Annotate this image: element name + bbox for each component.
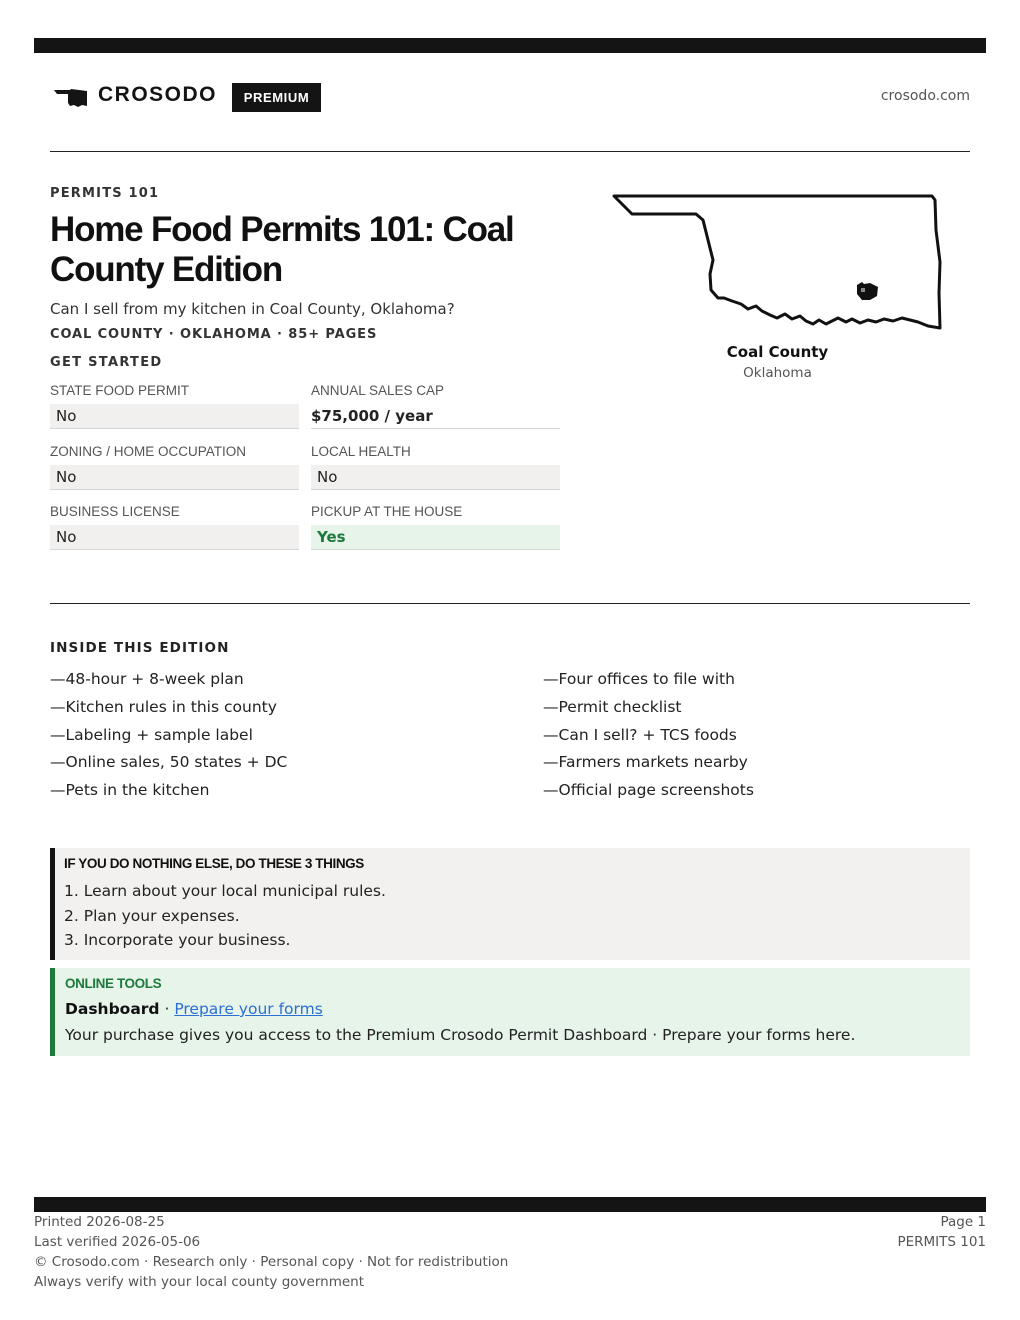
- toc-heading: INSIDE THIS EDITION: [50, 640, 230, 656]
- fact-label: PICKUP AT THE HOUSE: [311, 504, 463, 519]
- callout-item: 1. Learn about your local municipal rules.: [64, 882, 386, 900]
- tools-description: Your purchase gives you access to the Premium Crosodo Permit Dashboard · Prepare your forms here.: [65, 1026, 856, 1044]
- county-location-icon: [857, 282, 878, 300]
- fact-value: No: [311, 465, 560, 490]
- tools-dashboard-line: [65, 1000, 323, 1018]
- callout-title: IF YOU DO NOTHING ELSE, DO THESE 3 THINGS: [64, 856, 364, 871]
- copyright: © Crosodo.com · Research only · Personal copy · Not for redistribution: [34, 1254, 509, 1270]
- fact-label: LOCAL HEALTH: [311, 444, 411, 459]
- toc-list-left: [50, 666, 287, 805]
- toc-item: —Kitchen rules in this county: [50, 697, 277, 716]
- map-state-label: Oklahoma: [743, 365, 812, 381]
- toc-item: —Official page screenshots: [543, 781, 754, 800]
- toc-item: —48-hour + 8-week plan: [50, 670, 244, 688]
- oklahoma-map: [610, 190, 945, 340]
- fact-value: No: [50, 525, 299, 550]
- verified-date: Last verified 2026-05-06: [34, 1234, 201, 1250]
- disclaimer: Always verify with your local county government: [34, 1274, 364, 1290]
- footer-left: [34, 1212, 508, 1292]
- tools-title: ONLINE TOOLS: [65, 976, 162, 991]
- top-bar: [34, 38, 986, 53]
- divider: [50, 151, 970, 152]
- toc-item: —Labeling + sample label: [50, 725, 253, 744]
- fact-value: No: [50, 465, 299, 490]
- brand-header: [50, 82, 970, 112]
- fact-state-food-permit: [50, 382, 299, 429]
- callout-item: 3. Incorporate your business.: [64, 931, 291, 949]
- page-subtitle: Can I sell from my kitchen in Coal County, Oklahoma?: [50, 300, 455, 318]
- oklahoma-state-icon: [54, 88, 88, 108]
- toc-item: —Four offices to file with: [543, 670, 735, 688]
- brand-name[interactable]: CROSODO: [98, 83, 218, 106]
- toc-item: —Can I sell? + TCS foods: [543, 725, 737, 744]
- fact-business-license: [50, 503, 299, 550]
- toc-list-right: [543, 666, 754, 805]
- separator: ·: [159, 1000, 175, 1018]
- fact-label: STATE FOOD PERMIT: [50, 383, 190, 398]
- toc-item: —Permit checklist: [543, 697, 682, 716]
- fact-label: ZONING / HOME OCCUPATION: [50, 444, 247, 459]
- footer-right: [897, 1212, 986, 1252]
- eyebrow-label: PERMITS 101: [50, 186, 160, 201]
- section-heading: GET STARTED: [50, 355, 163, 370]
- fact-label: ANNUAL SALES CAP: [311, 383, 445, 398]
- state-outline: [614, 196, 940, 328]
- site-url[interactable]: crosodo.com: [880, 88, 970, 104]
- fact-label: BUSINESS LICENSE: [50, 504, 180, 519]
- page-number: Page 1: [940, 1214, 986, 1230]
- fact-value: $75,000 / year: [311, 404, 560, 429]
- fact-value: Yes: [311, 525, 560, 550]
- fact-pickup: [311, 503, 560, 550]
- fact-annual-sales-cap: [311, 382, 560, 429]
- map-county-label: Coal County: [726, 343, 829, 361]
- footer-section: PERMITS 101: [897, 1234, 986, 1250]
- callout-item: 2. Plan your expenses.: [64, 906, 240, 925]
- fact-zoning: [50, 443, 299, 490]
- toc-item: —Farmers markets nearby: [543, 753, 748, 772]
- edition-meta: COAL COUNTY · OKLAHOMA · 85+ PAGES: [50, 327, 378, 342]
- divider: [50, 603, 970, 604]
- dashboard-label: Dashboard: [65, 1000, 160, 1018]
- prepare-forms-link[interactable]: Prepare your forms: [174, 1000, 323, 1018]
- toc-item: —Pets in the kitchen: [50, 781, 210, 800]
- online-tools-callout: [50, 968, 970, 1056]
- premium-badge: PREMIUM: [232, 83, 321, 112]
- page-title: Home Food Permits 101: Coal County Edition: [50, 210, 514, 289]
- fact-local-health: [311, 443, 560, 490]
- toc-item: —Online sales, 50 states + DC: [50, 753, 288, 772]
- bottom-bar: [34, 1197, 986, 1212]
- priority-callout: [50, 848, 970, 960]
- callout-list: [64, 879, 386, 953]
- printed-date: Printed 2026-08-25: [34, 1214, 165, 1230]
- fact-value: No: [50, 404, 299, 429]
